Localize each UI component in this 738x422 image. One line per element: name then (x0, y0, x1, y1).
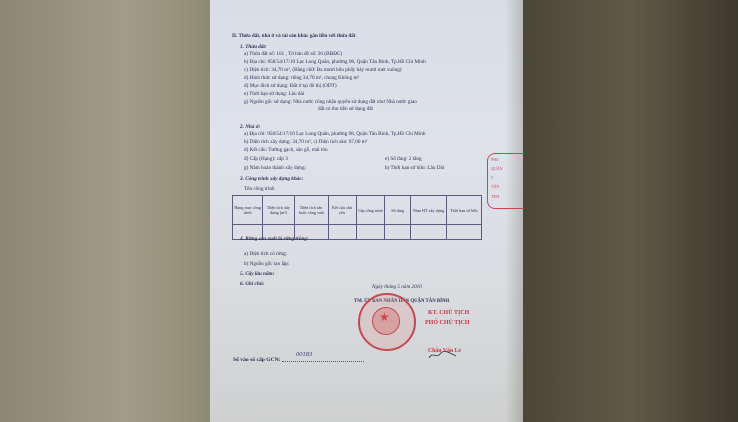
registry-underline (282, 361, 364, 362)
edge-stamp (487, 153, 524, 209)
table-header: Diện tích xây dựng (m²) (263, 196, 295, 225)
background-right (523, 0, 738, 422)
house-completion-year: g) Năm hoàn thành xây dựng: (244, 165, 307, 171)
house-floors: e) Số tầng: 2 tầng (385, 156, 422, 162)
signer-role-2: PHÓ CHỦ TỊCH (425, 320, 470, 326)
signer-role-1: KT. CHỦ TỊCH (428, 310, 470, 316)
issue-date: Ngày tháng 5 năm 2010 (372, 284, 422, 290)
section-heading: II. Thửa đất, nhà ở và tài sản khác gắn liền với thửa đất (232, 33, 356, 39)
registry-number: 00183 (296, 351, 313, 358)
land-usage-form: d) Hình thức sử dụng: riêng 34,70 m², chung Không m² (244, 75, 360, 81)
land-purpose: đ) Mục đích sử dụng: Đất ở tại đô thị (ODT) (244, 83, 337, 89)
seal-star-icon: ★ (379, 310, 390, 324)
edge-stamp-line: C (491, 175, 494, 180)
construction-name-label: Tên công trình (244, 186, 275, 192)
construction-title: 3. Công trình xây dựng khác: (240, 176, 304, 182)
house-built-area: b) Diện tích xây dựng: 34,70 m², c) Diện tích sàn: 67,60 m² (244, 139, 368, 145)
table-header: Số tầng (384, 196, 410, 225)
table-header: Kết cấu chủ yếu (328, 196, 356, 225)
land-origin-2: đất có thu tiền sử dụng đất (318, 106, 373, 112)
edge-stamp-line: TÂN (491, 184, 500, 189)
notes-title: 6. Ghi chú: (240, 281, 265, 287)
signer-name: Châu Văn Le (428, 348, 462, 354)
registry-label: Số vào sổ cấp GCN: (233, 357, 281, 363)
house-address: a) Địa chỉ: 958/54/17/10 Lạc Long Quân, phường 08, Quận Tân Bình, Tp.Hồ Chí Minh (244, 131, 426, 137)
table-header: Năm HT xây dựng (411, 196, 446, 225)
land-term: e) Thời hạn sử dụng: Lâu dài (244, 91, 305, 97)
issuing-authority: TM. ỦY BAN NHÂN DÂN QUẬN TÂN BÌNH (354, 299, 450, 304)
table-header: Thời hạn sở hữu (446, 196, 481, 225)
official-seal (358, 293, 416, 351)
background-left (0, 0, 210, 422)
forest-origin: b) Nguồn gốc tạo lập: (244, 261, 290, 267)
page-edge-shadow (505, 0, 523, 422)
table-header: Diện tích sàn hoặc công suất (295, 196, 329, 225)
land-lot-number: a) Thửa đất số: 101 , Tờ bản đồ số: 26 (BĐĐC) (244, 51, 343, 57)
table-header: Hạng mục công trình (233, 196, 263, 225)
perennial-title: 5. Cây lâu năm: (240, 271, 275, 277)
forest-area: a) Diện tích có rừng: (244, 251, 288, 257)
edge-stamp-line: QUẬN (491, 166, 503, 171)
edge-stamp-line: PHƯ (491, 157, 500, 162)
land-origin-1: g) Nguồn gốc sử dụng: Nhà nước công nhận quyền sử dụng đất như Nhà nước giao (244, 99, 417, 105)
house-ownership-term: h) Thời hạn sở hữu: Lâu Dài (385, 165, 445, 171)
construction-table (232, 195, 482, 240)
forest-title: 4. Rừng sản xuất là rừng trồng: (240, 236, 309, 242)
table-header-row (233, 196, 482, 225)
land-title: 1. Thửa đất: (240, 44, 267, 50)
house-structure: d) Kết cấu: Tường gạch, sàn gỗ, mái tôn (244, 147, 328, 153)
house-grade: đ) Cấp (Hạng): cấp 3 (244, 156, 288, 162)
edge-stamp-line: TP.H (491, 194, 500, 199)
table-header: Cấp công trình (356, 196, 384, 225)
house-title: 2. Nhà ở: (240, 124, 261, 130)
land-area: c) Diện tích: 34,70 m², (Bằng chữ: Ba mươi bốn phẩy bảy mươi mét vuông) (244, 67, 402, 73)
land-address: b) Địa chỉ: 958/54/17/10 Lạc Long Quân, phường 08, Quận Tân Bình, Tp.Hồ Chí Minh (244, 59, 426, 65)
